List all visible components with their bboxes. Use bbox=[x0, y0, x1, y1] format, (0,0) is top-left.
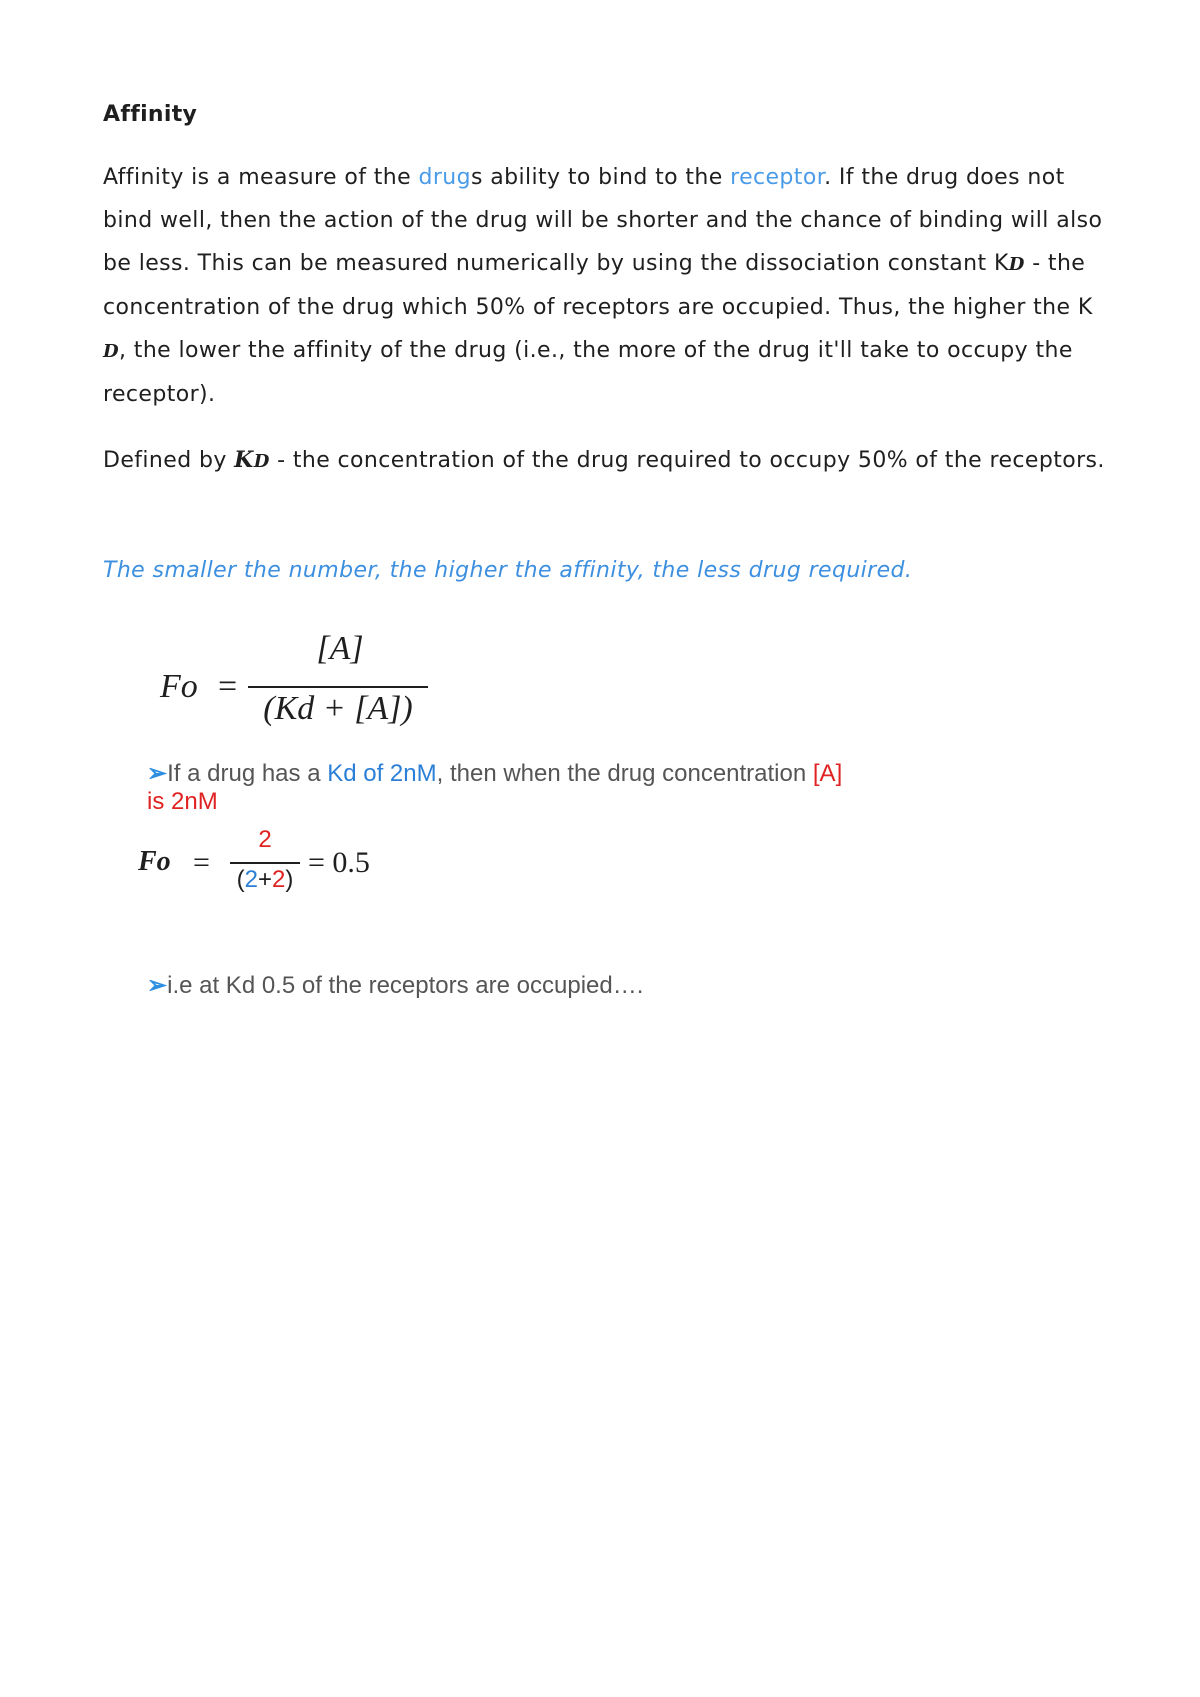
link-receptor[interactable]: receptor bbox=[730, 165, 825, 190]
paragraph-affinity-definition bbox=[103, 156, 1113, 416]
link-drug[interactable]: drug bbox=[418, 165, 471, 190]
paren: ) bbox=[285, 866, 294, 893]
arrow-bullet-icon: ➢ bbox=[147, 760, 168, 787]
kd-subscript: D bbox=[253, 451, 270, 472]
equation-numerator: [A] bbox=[316, 630, 364, 667]
equation-fo-formula bbox=[160, 628, 460, 738]
kd-term: 2 bbox=[244, 866, 258, 893]
arrow-bullet-icon: ➢ bbox=[147, 972, 168, 999]
paragraph-highlight-note: The smaller the number, the higher the affinity, the less drug required. bbox=[103, 558, 913, 583]
equation-result: = 0.5 bbox=[308, 846, 370, 879]
paragraph-defined-by bbox=[103, 439, 1113, 483]
concentration-symbol: [A] bbox=[812, 760, 843, 787]
text-run: - the concentration of the drug required to occupy 50% of the receptors. bbox=[269, 448, 1105, 473]
plus-sign: + bbox=[257, 866, 272, 893]
equation-denominator: (Kd + [A]) bbox=[263, 690, 413, 727]
concentration-value: is 2nM bbox=[147, 788, 218, 815]
fraction-bar bbox=[248, 686, 428, 688]
equation-fo-example bbox=[138, 826, 398, 906]
text-run: - the concentration of the drug which 50% of receptors are occupied. Thus, the higher the K bbox=[103, 251, 1093, 320]
heading-affinity: Affinity bbox=[103, 102, 198, 127]
concentration-term: 2 bbox=[272, 866, 286, 893]
equation-lhs: Fo bbox=[160, 668, 198, 705]
bullet-conclusion bbox=[147, 972, 847, 1000]
fraction-bar bbox=[230, 862, 300, 864]
equals-sign: = bbox=[193, 846, 210, 879]
text-run: If a drug has a bbox=[167, 760, 328, 787]
text-run: i.e at Kd 0.5 of the receptors are occupied…. bbox=[167, 972, 644, 999]
equation-denominator bbox=[230, 866, 300, 894]
text-run: . If the drug does not bind well, then the action of the drug will be shorter and the chance of binding will also be less. This can be measured numerically by using the dissociation constant K bbox=[103, 165, 1103, 276]
text-run: Defined by bbox=[103, 448, 235, 473]
kd-subscript: D bbox=[103, 341, 120, 362]
text-run: , then when the drug concentration bbox=[436, 760, 813, 787]
equation-numerator: 2 bbox=[258, 826, 272, 853]
kd-symbol: K bbox=[234, 447, 254, 473]
kd-value: Kd of 2nM bbox=[327, 760, 437, 787]
equation-lhs: Fo bbox=[138, 846, 171, 877]
kd-subscript: D bbox=[1008, 254, 1025, 275]
text-run: , the lower the affinity of the drug (i.e., the more of the drug it'll take to occupy the receptor). bbox=[103, 338, 1073, 407]
bullet-example-kd bbox=[147, 760, 947, 816]
text-run: Affinity is a measure of the bbox=[103, 165, 419, 190]
text-run: s ability to bind to the bbox=[470, 165, 731, 190]
equals-sign: = bbox=[218, 668, 238, 705]
paren: ( bbox=[236, 866, 245, 893]
